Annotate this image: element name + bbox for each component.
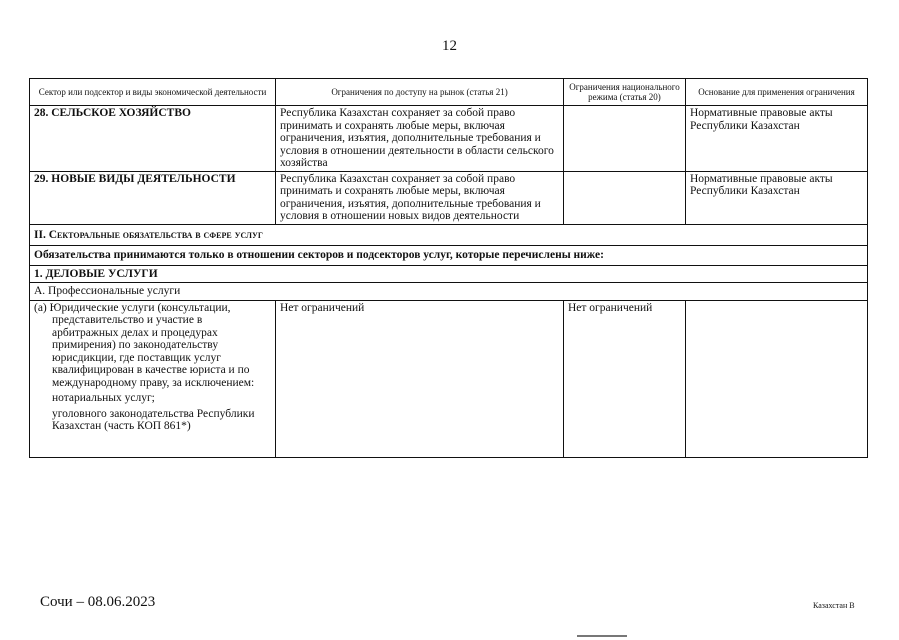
table-row — [30, 300, 868, 457]
market-access-cell: Нет ограничений — [276, 300, 564, 457]
sector-new-activities: 29. НОВЫЕ ВИДЫ ДЕЯТЕЛЬНОСТИ — [30, 171, 276, 224]
group-title-row — [30, 265, 868, 283]
page-number: 12 — [442, 38, 457, 54]
market-access-cell: Республика Казахстан сохраняет за собой право принимать и сохранять любые меры, включая ограничения, изъятия, дополнительные требования и условия в отношении деятельности в области сельского хозяйства — [276, 106, 564, 172]
section-title: II. Секторальные обязательства в сфере услуг — [30, 224, 868, 246]
header-national-treatment: Ограничения национального режима (статья 20) — [564, 79, 686, 106]
market-access-cell: Республика Казахстан сохраняет за собой право принимать и сохранять любые меры, включая ограничения, изъятия, дополнительные требования и условия в отношении новых видов деятельности — [276, 171, 564, 224]
footer-place-date: Сочи – 08.06.2023 — [40, 594, 156, 610]
sector-agriculture: 28. СЕЛЬСКОЕ ХОЗЯЙСТВО — [30, 106, 276, 172]
scan-mark — [577, 635, 627, 637]
table-row — [30, 171, 868, 224]
section-note-row — [30, 246, 868, 266]
service-sector-main: (a) Юридические услуги (консультации, представительство и участие в арбитражных делах и процедурах примирения) по законодательству юрисдикции, где поставщик услуг квалифицирован в качестве юриста и по международному праву, за исключением: — [34, 301, 255, 389]
basis-cell: Нормативные правовые акты Республики Казахстан — [686, 171, 868, 224]
basis-cell: Нормативные правовые акты Республики Казахстан — [686, 106, 868, 172]
commitments-table — [29, 78, 868, 458]
table-row — [30, 106, 868, 172]
group-title: 1. ДЕЛОВЫЕ УСЛУГИ — [30, 265, 868, 283]
national-treatment-cell — [564, 171, 686, 224]
section-title-row — [30, 224, 868, 246]
subgroup-title-row — [30, 283, 868, 301]
subgroup-title: А. Профессиональные услуги — [30, 283, 868, 301]
service-sector-item: уголовного законодательства Республики Казахстан (часть КОП 861*) — [52, 407, 255, 432]
national-treatment-cell — [564, 106, 686, 172]
section-note: Обязательства принимаются только в отношении секторов и подсекторов услуг, которые перечислены ниже: — [30, 246, 868, 266]
table-header-row — [30, 79, 868, 106]
header-sector: Сектор или подсектор и виды экономической деятельности — [30, 79, 276, 106]
national-treatment-cell: Нет ограничений — [564, 300, 686, 457]
service-sector-item: нотариальных услуг; — [52, 392, 155, 404]
basis-cell — [686, 300, 868, 457]
header-market-access: Ограничения по доступу на рынок (статья 21) — [276, 79, 564, 106]
header-basis: Основание для применения ограничения — [686, 79, 868, 106]
footer-document-id: Казахстан В — [813, 601, 855, 610]
service-sector-cell — [30, 300, 276, 457]
